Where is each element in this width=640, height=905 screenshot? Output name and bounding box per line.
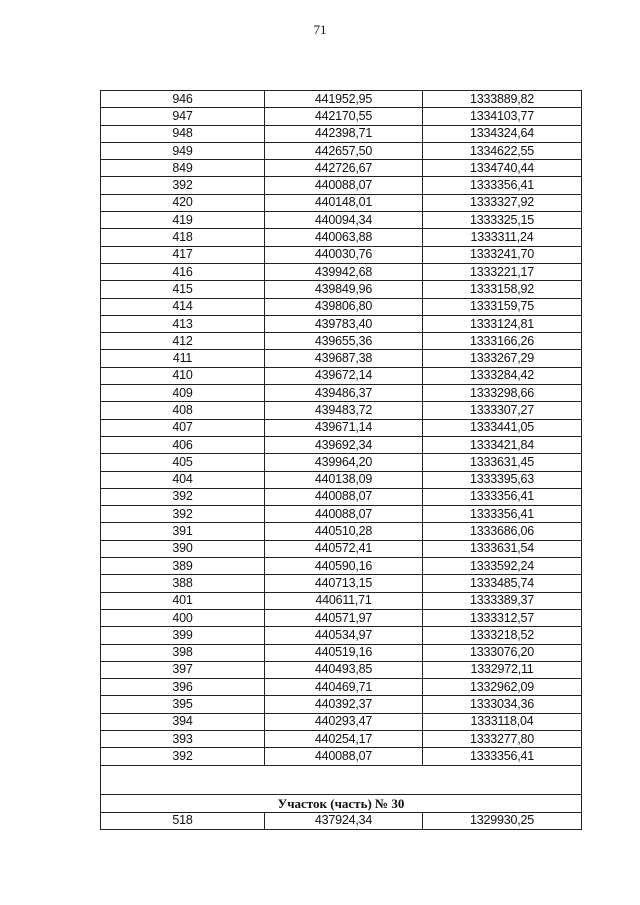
- x-coordinate-cell: 440094,34: [265, 212, 423, 229]
- blank-cell: [101, 765, 582, 794]
- x-coordinate-cell: 440510,28: [265, 523, 423, 540]
- point-number-cell: 391: [101, 523, 265, 540]
- point-number-cell: 394: [101, 713, 265, 730]
- x-coordinate-cell: 440088,07: [265, 177, 423, 194]
- table-row: [101, 160, 582, 177]
- y-coordinate-cell: 1333311,24: [423, 229, 582, 246]
- x-coordinate-cell: 439849,96: [265, 281, 423, 298]
- x-coordinate-cell: 442170,55: [265, 108, 423, 125]
- x-coordinate-cell: 440469,71: [265, 679, 423, 696]
- x-coordinate-cell: 439483,72: [265, 402, 423, 419]
- point-number-cell: 948: [101, 125, 265, 142]
- y-coordinate-cell: 1329930,25: [423, 812, 582, 829]
- table-row: [101, 644, 582, 661]
- table-row: [101, 488, 582, 505]
- y-coordinate-cell: 1334103,77: [423, 108, 582, 125]
- y-coordinate-cell: 1333307,27: [423, 402, 582, 419]
- y-coordinate-cell: 1334622,55: [423, 142, 582, 159]
- x-coordinate-cell: 439687,38: [265, 350, 423, 367]
- table-row: [101, 454, 582, 471]
- table-row: [101, 713, 582, 730]
- point-number-cell: 411: [101, 350, 265, 367]
- point-number-cell: 390: [101, 540, 265, 557]
- point-number-cell: 417: [101, 246, 265, 263]
- y-coordinate-cell: 1333298,66: [423, 385, 582, 402]
- y-coordinate-cell: 1333267,29: [423, 350, 582, 367]
- y-coordinate-cell: 1333356,41: [423, 177, 582, 194]
- point-number-cell: 946: [101, 91, 265, 108]
- x-coordinate-cell: 439942,68: [265, 263, 423, 280]
- section-header-row: [101, 794, 582, 812]
- x-coordinate-cell: 440254,17: [265, 730, 423, 747]
- y-coordinate-cell: 1334740,44: [423, 160, 582, 177]
- table-row: [101, 661, 582, 678]
- point-number-cell: 397: [101, 661, 265, 678]
- point-number-cell: 392: [101, 488, 265, 505]
- x-coordinate-cell: 440572,41: [265, 540, 423, 557]
- y-coordinate-cell: 1333327,92: [423, 194, 582, 211]
- point-number-cell: 392: [101, 748, 265, 765]
- point-number-cell: 399: [101, 627, 265, 644]
- x-coordinate-cell: 442657,50: [265, 142, 423, 159]
- point-number-cell: 392: [101, 177, 265, 194]
- x-coordinate-cell: 440088,07: [265, 748, 423, 765]
- point-number-cell: 420: [101, 194, 265, 211]
- y-coordinate-cell: 1333592,24: [423, 558, 582, 575]
- table-row: [101, 402, 582, 419]
- x-coordinate-cell: 440590,16: [265, 558, 423, 575]
- x-coordinate-cell: 440088,07: [265, 506, 423, 523]
- point-number-cell: 418: [101, 229, 265, 246]
- y-coordinate-cell: 1333325,15: [423, 212, 582, 229]
- x-coordinate-cell: 440063,88: [265, 229, 423, 246]
- table-row: [101, 812, 582, 829]
- table-row: [101, 730, 582, 747]
- x-coordinate-cell: 439671,14: [265, 419, 423, 436]
- y-coordinate-cell: 1333686,06: [423, 523, 582, 540]
- x-coordinate-cell: 440392,37: [265, 696, 423, 713]
- x-coordinate-cell: 439672,14: [265, 367, 423, 384]
- point-number-cell: 414: [101, 298, 265, 315]
- table-row: [101, 385, 582, 402]
- y-coordinate-cell: 1333441,05: [423, 419, 582, 436]
- point-number-cell: 419: [101, 212, 265, 229]
- table-row: [101, 350, 582, 367]
- y-coordinate-cell: 1333076,20: [423, 644, 582, 661]
- y-coordinate-cell: 1333389,37: [423, 592, 582, 609]
- y-coordinate-cell: 1333395,63: [423, 471, 582, 488]
- x-coordinate-cell: 440030,76: [265, 246, 423, 263]
- table-row: [101, 419, 582, 436]
- table-row: [101, 471, 582, 488]
- point-number-cell: 395: [101, 696, 265, 713]
- point-number-cell: 849: [101, 160, 265, 177]
- y-coordinate-cell: 1333631,54: [423, 540, 582, 557]
- coordinates-table: [100, 90, 582, 830]
- table-row: [101, 91, 582, 108]
- table-row: [101, 229, 582, 246]
- coordinates-table-body: [101, 91, 582, 766]
- point-number-cell: 401: [101, 592, 265, 609]
- x-coordinate-cell: 439783,40: [265, 315, 423, 332]
- x-coordinate-cell: 440611,71: [265, 592, 423, 609]
- point-number-cell: 413: [101, 315, 265, 332]
- x-coordinate-cell: 439486,37: [265, 385, 423, 402]
- table-row: [101, 142, 582, 159]
- x-coordinate-cell: 439655,36: [265, 333, 423, 350]
- table-row: [101, 177, 582, 194]
- x-coordinate-cell: 440088,07: [265, 488, 423, 505]
- y-coordinate-cell: 1333159,75: [423, 298, 582, 315]
- point-number-cell: 412: [101, 333, 265, 350]
- table-row: [101, 506, 582, 523]
- y-coordinate-cell: 1334324,64: [423, 125, 582, 142]
- point-number-cell: 409: [101, 385, 265, 402]
- section-title: Участок (часть) № 30: [101, 794, 582, 812]
- point-number-cell: 406: [101, 436, 265, 453]
- x-coordinate-cell: 440148,01: [265, 194, 423, 211]
- table-row: [101, 436, 582, 453]
- y-coordinate-cell: 1333118,04: [423, 713, 582, 730]
- x-coordinate-cell: 440713,15: [265, 575, 423, 592]
- y-coordinate-cell: 1333485,74: [423, 575, 582, 592]
- table-row: [101, 281, 582, 298]
- table-row: [101, 558, 582, 575]
- y-coordinate-cell: 1333241,70: [423, 246, 582, 263]
- y-coordinate-cell: 1333889,82: [423, 91, 582, 108]
- y-coordinate-cell: 1333221,17: [423, 263, 582, 280]
- y-coordinate-cell: 1333421,84: [423, 436, 582, 453]
- y-coordinate-cell: 1333356,41: [423, 748, 582, 765]
- table-row: [101, 298, 582, 315]
- table-row: [101, 540, 582, 557]
- table-row: [101, 696, 582, 713]
- y-coordinate-cell: 1333218,52: [423, 627, 582, 644]
- point-number-cell: 388: [101, 575, 265, 592]
- y-coordinate-cell: 1333631,45: [423, 454, 582, 471]
- table-row: [101, 212, 582, 229]
- x-coordinate-cell: 442398,71: [265, 125, 423, 142]
- point-number-cell: 416: [101, 263, 265, 280]
- y-coordinate-cell: 1333356,41: [423, 506, 582, 523]
- x-coordinate-cell: 441952,95: [265, 91, 423, 108]
- point-number-cell: 398: [101, 644, 265, 661]
- section-table-body: [101, 812, 582, 829]
- point-number-cell: 410: [101, 367, 265, 384]
- table-row: [101, 125, 582, 142]
- y-coordinate-cell: 1333284,42: [423, 367, 582, 384]
- point-number-cell: 947: [101, 108, 265, 125]
- point-number-cell: 393: [101, 730, 265, 747]
- x-coordinate-cell: 437924,34: [265, 812, 423, 829]
- x-coordinate-cell: 439806,80: [265, 298, 423, 315]
- x-coordinate-cell: 439692,34: [265, 436, 423, 453]
- point-number-cell: 396: [101, 679, 265, 696]
- y-coordinate-cell: 1332962,09: [423, 679, 582, 696]
- table-row: [101, 592, 582, 609]
- y-coordinate-cell: 1333277,80: [423, 730, 582, 747]
- point-number-cell: 404: [101, 471, 265, 488]
- x-coordinate-cell: 442726,67: [265, 160, 423, 177]
- table-row: [101, 627, 582, 644]
- table-row: [101, 263, 582, 280]
- point-number-cell: 392: [101, 506, 265, 523]
- x-coordinate-cell: 440519,16: [265, 644, 423, 661]
- y-coordinate-cell: 1332972,11: [423, 661, 582, 678]
- point-number-cell: 400: [101, 609, 265, 626]
- x-coordinate-cell: 440493,85: [265, 661, 423, 678]
- table-row: [101, 194, 582, 211]
- y-coordinate-cell: 1333034,36: [423, 696, 582, 713]
- point-number-cell: 949: [101, 142, 265, 159]
- page-number: 71: [313, 22, 327, 37]
- x-coordinate-cell: 440534,97: [265, 627, 423, 644]
- table-row: [101, 108, 582, 125]
- table-row: [101, 246, 582, 263]
- table-row: [101, 315, 582, 332]
- table-row: [101, 333, 582, 350]
- x-coordinate-cell: 440293,47: [265, 713, 423, 730]
- point-number-cell: 405: [101, 454, 265, 471]
- point-number-cell: 518: [101, 812, 265, 829]
- y-coordinate-cell: 1333312,57: [423, 609, 582, 626]
- table-row: [101, 523, 582, 540]
- point-number-cell: 415: [101, 281, 265, 298]
- table-row: [101, 609, 582, 626]
- table-row: [101, 679, 582, 696]
- point-number-cell: 389: [101, 558, 265, 575]
- point-number-cell: 408: [101, 402, 265, 419]
- table-row: [101, 748, 582, 765]
- y-coordinate-cell: 1333124,81: [423, 315, 582, 332]
- y-coordinate-cell: 1333356,41: [423, 488, 582, 505]
- table-row: [101, 367, 582, 384]
- point-number-cell: 407: [101, 419, 265, 436]
- x-coordinate-cell: 440138,09: [265, 471, 423, 488]
- table-row: [101, 575, 582, 592]
- y-coordinate-cell: 1333166,26: [423, 333, 582, 350]
- x-coordinate-cell: 440571,97: [265, 609, 423, 626]
- x-coordinate-cell: 439964,20: [265, 454, 423, 471]
- blank-row: [101, 765, 582, 794]
- y-coordinate-cell: 1333158,92: [423, 281, 582, 298]
